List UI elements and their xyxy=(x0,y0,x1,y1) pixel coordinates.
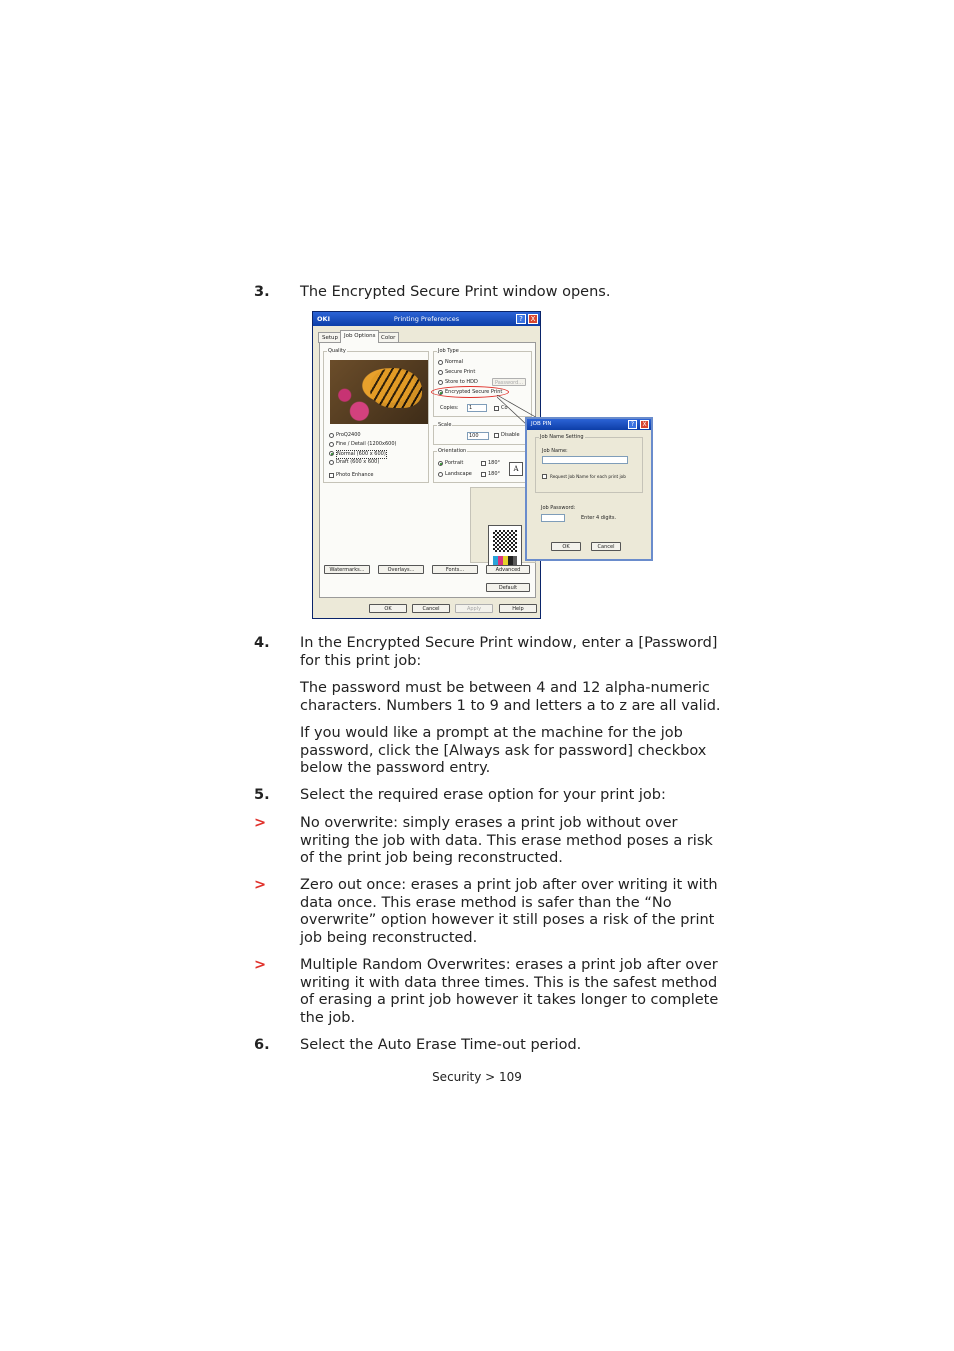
step-text: Select the required erase option for your print job: xyxy=(300,787,666,803)
copies-label: Copies: xyxy=(440,405,459,411)
step-number: 5. xyxy=(254,787,270,803)
scale-disable-checkbox[interactable] xyxy=(494,433,499,438)
orientation-radio-portrait[interactable] xyxy=(438,461,443,466)
close-icon[interactable]: X xyxy=(528,314,538,324)
job-type-label: Job Type xyxy=(438,348,459,354)
ok-button[interactable]: OK xyxy=(369,604,407,613)
bullet-marker: > xyxy=(254,877,267,893)
rotate-portrait-checkbox[interactable] xyxy=(481,461,486,466)
job-options-panel xyxy=(319,342,536,598)
request-job-name-checkbox[interactable] xyxy=(542,474,547,479)
step-number: 3. xyxy=(254,284,270,300)
job-type-radio-normal[interactable] xyxy=(438,360,443,365)
quality-option-proq: ProQ2400 xyxy=(336,432,361,438)
orientation-landscape: Landscape xyxy=(445,471,472,477)
request-job-name-label: Request Job Name for each print job xyxy=(550,474,626,479)
fonts-button[interactable]: Fonts... xyxy=(432,565,478,574)
rotate-landscape-checkbox[interactable] xyxy=(481,472,486,477)
step-4 xyxy=(254,635,724,670)
printing-preferences-window xyxy=(312,311,541,619)
step-6 xyxy=(254,1037,724,1055)
job-type-normal: Normal xyxy=(445,359,464,365)
job-name-label: Job Name: xyxy=(542,448,568,454)
help-button[interactable]: Help xyxy=(499,604,537,613)
quality-label: Quality xyxy=(328,348,346,354)
scale-input[interactable]: 100 xyxy=(467,432,489,440)
step-5 xyxy=(254,787,724,805)
quality-radio-draft[interactable] xyxy=(329,460,334,465)
job-type-radio-hdd[interactable] xyxy=(438,380,443,385)
page-footer: Security > 109 xyxy=(432,1070,522,1084)
quality-group xyxy=(323,348,429,483)
orientation-label: Orientation xyxy=(438,448,467,454)
rotate-landscape-label: 180° xyxy=(488,471,501,477)
orientation-preview-icon: A xyxy=(509,462,523,476)
bullet-text: Zero out once: erases a print job after over writing it with data once. This erase method is safer than the “No overwrite” option however it still poses a risk of the print job being reconstructed. xyxy=(300,877,718,946)
password-length-paragraph: The password must be between 4 and 12 alpha-numeric characters. Numbers 1 to 9 and letters a to z are all valid. xyxy=(300,680,721,714)
job-name-input[interactable] xyxy=(542,456,628,464)
step-number: 6. xyxy=(254,1037,270,1053)
job-type-encrypted: Encrypted Secure Print xyxy=(445,389,503,395)
photo-enhance-checkbox[interactable] xyxy=(329,473,334,478)
step-text: Select the Auto Erase Time-out period. xyxy=(300,1037,582,1053)
copies-input[interactable]: 1 xyxy=(467,404,487,412)
butterfly-image xyxy=(330,360,428,424)
job-pin-close-icon[interactable]: X xyxy=(640,420,649,429)
job-pin-ok-button[interactable]: OK xyxy=(551,542,581,551)
bullet-no-overwrite xyxy=(254,815,724,868)
quality-option-draft: Draft (600 x 600) xyxy=(336,459,380,465)
job-pin-cancel-button[interactable]: Cancel xyxy=(591,542,621,551)
help-icon[interactable]: ? xyxy=(516,314,526,324)
bullet-marker: > xyxy=(254,957,267,973)
job-type-hdd: Store to HDD xyxy=(445,379,478,385)
password-button[interactable]: Password... xyxy=(492,378,526,386)
quality-option-fine: Fine / Detail (1200x600) xyxy=(336,441,397,447)
job-type-secure: Secure Print xyxy=(445,369,476,375)
apply-button[interactable]: Apply xyxy=(455,604,493,613)
cancel-button[interactable]: Cancel xyxy=(412,604,450,613)
job-pin-help-icon[interactable]: ? xyxy=(628,420,637,429)
bullet-multiple-random-overwrites xyxy=(254,957,724,1027)
photo-enhance-label: Photo Enhance xyxy=(336,472,374,478)
scale-label: Scale xyxy=(438,422,452,428)
scale-disable-label: Disable xyxy=(501,432,520,438)
watermarks-button[interactable]: Watermarks... xyxy=(324,565,370,574)
bullet-zero-out-once xyxy=(254,877,724,947)
quality-radio-proq[interactable] xyxy=(329,433,334,438)
job-password-label: Job Password: xyxy=(541,505,576,511)
bullet-text: Multiple Random Overwrites: erases a print job after over writing it with data three times. This is the safest method of erasing a print job however it takes longer to complete the job. xyxy=(300,957,719,1026)
default-button[interactable]: Default xyxy=(486,583,530,592)
rotate-portrait-label: 180° xyxy=(488,460,501,466)
job-name-group xyxy=(535,434,643,493)
printing-preferences-screenshot xyxy=(312,311,654,621)
orientation-portrait: Portrait xyxy=(445,460,464,466)
job-pin-title: JOB PIN xyxy=(531,421,552,427)
preview-pattern xyxy=(493,530,517,552)
collate-label: Co xyxy=(501,405,508,411)
password-prompt-paragraph: If you would like a prompt at the machine for the job password, click the [Always ask for password] checkbox below the password entry. xyxy=(300,725,707,777)
job-password-input[interactable] xyxy=(541,514,565,522)
bullet-text: No overwrite: simply erases a print job without over writing the job with data. This erase method poses a risk of the print job being reconstructed. xyxy=(300,815,713,867)
overlays-button[interactable]: Overlays... xyxy=(378,565,424,574)
job-pin-dialog xyxy=(525,417,653,561)
bullet-marker: > xyxy=(254,815,267,831)
job-name-group-label: Job Name Setting xyxy=(540,434,584,440)
job-type-radio-secure[interactable] xyxy=(438,370,443,375)
orientation-radio-landscape[interactable] xyxy=(438,472,443,477)
password-hint: Enter 4 digits. xyxy=(581,515,617,521)
tab-setup[interactable]: Setup xyxy=(318,332,342,343)
scale-group xyxy=(433,422,532,445)
step-text: The Encrypted Secure Print window opens. xyxy=(300,284,611,300)
job-pin-titlebar xyxy=(527,419,651,430)
quality-option-normal: Normal (600 x 600) xyxy=(337,451,386,457)
step-number: 4. xyxy=(254,635,270,651)
tab-color[interactable]: Color xyxy=(377,332,399,343)
advanced-button[interactable]: Advanced xyxy=(486,565,530,574)
tab-job-options[interactable]: Job Options xyxy=(340,330,379,343)
orientation-group xyxy=(433,448,532,483)
window-titlebar xyxy=(313,312,540,326)
window-title: Printing Preferences xyxy=(393,315,460,323)
oki-logo: OKI xyxy=(317,315,330,323)
quality-radio-fine[interactable] xyxy=(329,442,334,447)
step-3 xyxy=(254,284,724,302)
quality-radio-normal[interactable] xyxy=(329,451,334,456)
step-text: In the Encrypted Secure Print window, enter a [Password] for this print job: xyxy=(300,635,718,669)
